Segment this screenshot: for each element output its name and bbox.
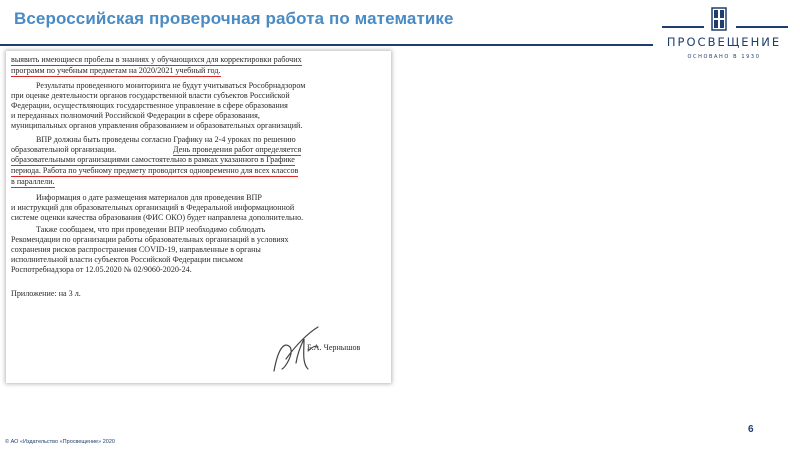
prosveshchenie-logo bbox=[656, 5, 796, 65]
doc-line: ВПР должны быть проведены согласно Графику на 2-4 уроках по решению bbox=[36, 135, 296, 144]
logo-founded: ОСНОВАНО В 1930 bbox=[687, 54, 761, 60]
doc-line: День проведения работ определяется bbox=[173, 145, 302, 154]
logo-line-right bbox=[736, 26, 788, 28]
doc-line: образовательными организациями самостоятельно в рамках указанного в Графике bbox=[11, 155, 295, 164]
logo-line-left bbox=[662, 26, 704, 28]
doc-line: Федерации, осуществляющих государственное управление в сфере образования bbox=[11, 101, 288, 110]
doc-line: при оценке деятельности органов государственной власти субъектов Российской bbox=[11, 91, 290, 100]
copyright-text: © АО «Издательство «Просвещение» 2020 bbox=[5, 439, 115, 445]
signature-icon bbox=[268, 319, 328, 379]
doc-line: сохранения рисков распространения COVID-19, направленные в органы bbox=[11, 245, 261, 254]
doc-line: программ по учебным предметам на 2020/2021 учебный год. bbox=[11, 66, 221, 75]
signatory-name: Б.А. Чернышов bbox=[307, 343, 361, 352]
page-number: 6 bbox=[748, 424, 754, 435]
doc-line: и инструкций для образовательных организаций в Федеральной информационной bbox=[11, 203, 295, 212]
doc-line: Рекомендации по организации работы образовательных организаций в условиях bbox=[11, 235, 289, 244]
emblem-icon bbox=[711, 7, 727, 31]
slide-title: Всероссийская проверочная работа по математике bbox=[14, 9, 454, 28]
doc-line: Также сообщаем, что при проведении ВПР необходимо соблюдать bbox=[36, 225, 266, 234]
doc-line: и переданных полномочий Российской Федерации в сфере образования, bbox=[11, 111, 260, 120]
doc-line: образовательной организации. bbox=[11, 145, 117, 154]
document-scan bbox=[6, 51, 391, 383]
doc-line: Результаты проведенного мониторинга не будут учитываться Рособрнадзором bbox=[36, 81, 306, 90]
logo-name: ПРОСВЕЩЕНИЕ bbox=[666, 35, 782, 49]
doc-line: Информация о дате размещения материалов для проведения ВПР bbox=[36, 193, 262, 202]
doc-line: Роспотребнадзора от 12.05.2020 № 02/9060-2020-24. bbox=[11, 265, 192, 274]
doc-line: системе оценки качества образования (ФИС ОКО) будет направлена дополнительно. bbox=[11, 213, 304, 222]
doc-line: Приложение: на 3 л. bbox=[11, 289, 81, 298]
header-divider bbox=[0, 44, 653, 46]
document-text bbox=[6, 51, 391, 383]
doc-line: муниципальных органов управления образованием и образовательных организаций. bbox=[11, 121, 303, 130]
doc-line: периода. Работа по учебному предмету проводится одновременно для всех классов bbox=[11, 166, 299, 175]
doc-line: выявить имеющиеся пробелы в знаниях у обучающихся для корректировки рабочих bbox=[11, 55, 302, 64]
doc-line: исполнительной власти субъектов Российской Федерации письмом bbox=[11, 255, 243, 264]
doc-line: в параллели. bbox=[11, 177, 55, 186]
